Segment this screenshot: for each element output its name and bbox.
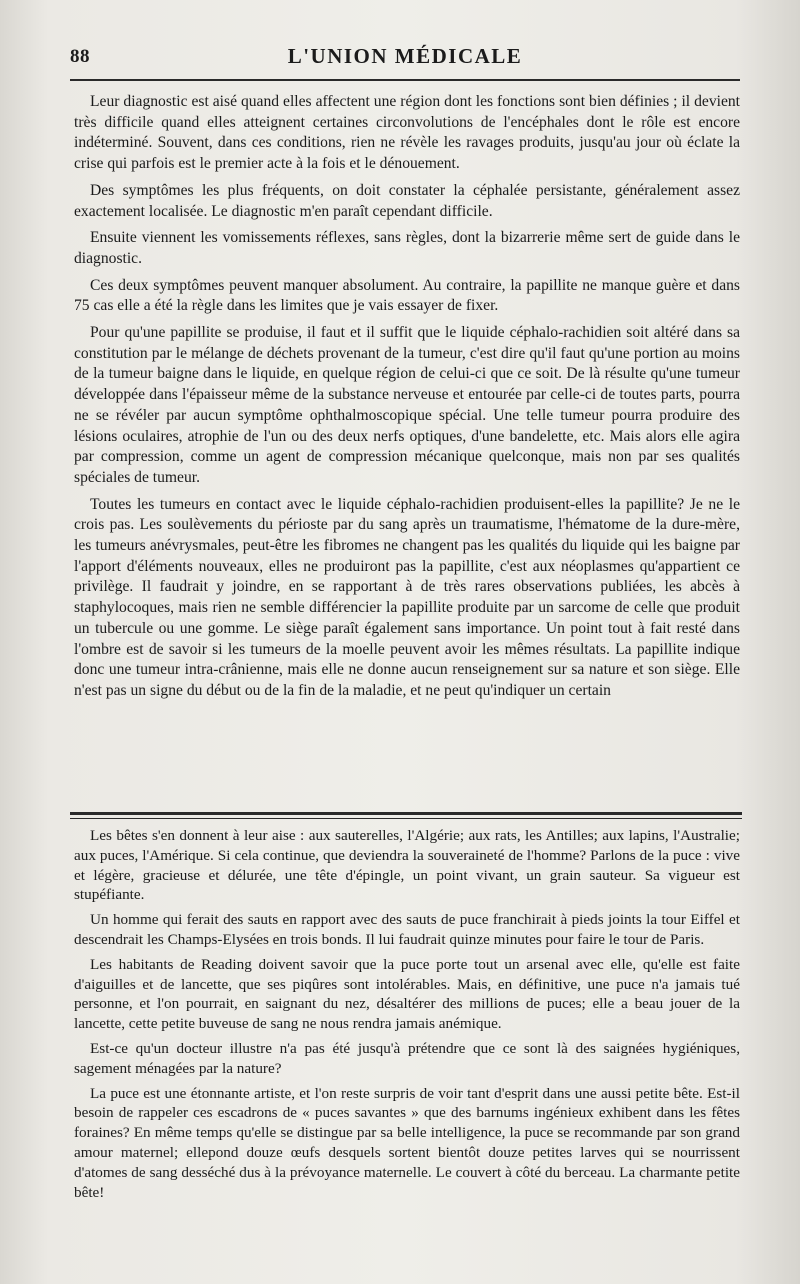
paragraph: La puce est une étonnante artiste, et l'on reste surpris de voir tant d'esprit dans une aussi petite bête. Est-il besoin de rappeler ces escadrons de « puces savantes » que des barnums ingénieux exhibent dans les fêtes foraines? En même temps qu'elle se distingue par sa belle intelligence, la puce se recommande par son grand amour maternel; ellepond douze œufs desquels sortent bientôt douze petites larves qui se nourrissent d'atomes de sang desséché dus à la prévoyance maternelle. Le couvert à côté du berceau. La charmante petite bête!: [74, 1084, 740, 1201]
paragraph: Ensuite viennent les vomissements réflexes, sans règles, dont la bizarrerie même sert de guide dans le diagnostic.: [74, 229, 740, 267]
paragraph: Ces deux symptômes peuvent manquer absolument. Au contraire, la papillite ne manque guère et dans 75 cas elle a été la règle dans les limites que je vais essayer de fixer.: [74, 276, 740, 315]
paragraph: Toutes les tumeurs en contact avec le liquide céphalo-rachidien produisent-elles la papillite? Je ne le crois pas. Les soulèvements du périoste par du sang après un traumatisme, l'hématome de la dure-mère, les tumeurs anévrysmales, peut-être les fibromes ne changent pas les qualités du liquide qui les baigne par l'apport d'éléments nouveaux, elles ne produiront pas la papillite, c'est aux néoplasmes qu'appartient ce privilège. Il faudrait y joindre, en se rapportant à de très rares observations publiées, les abcès à staphylocoques, mais rien ne semble différencier la papillite produite par un sarcome de celle que produit un tubercule ou une gomme. Le siège paraît également sans importance. Un point tout à fait resté dans l'ombre est de savoir si les tumeurs de la moelle peuvent avoir les mêmes résultats. La papillite indique donc une tumeur intra-crânienne, mais elle ne donne aucun renseignement sur sa nature et son siège. Elle n'est pas un signe du début ou de la fin de la maladie, et ne peut qu'indiquer un certain: [74, 495, 740, 699]
paragraph: Pour qu'une papillite se produise, il faut et il suffit que le liquide céphalo-rachidien soit altéré dans sa constitution par le mélange de déchets provenant de la tumeur, c'est dire qu'il faut qu'une portion au moins de la tumeur baigne dans le liquide, en quelque région de celui-ci que ce soit. De là résulte qu'une tumeur développée dans l'épaisseur même de la substance nerveuse et entourée par celle-ci de toutes parts, pourra ne se révéler par aucun symptôme ophthalmoscopique spécial. Une telle tumeur pourra produire des lésions oculaires, atrophie de l'un ou des deux nerfs optiques, d'une bandelette, etc. Mais alors elle agira par compression, comme un agent de compression mécanique quelconque, mais non par ses qualités spéciales de tumeur.: [74, 324, 740, 486]
main-article: [74, 92, 740, 708]
page-number: 88: [70, 46, 90, 67]
paragraph: Les habitants de Reading doivent savoir que la puce porte tout un arsenal avec elle, qu'elle est faite d'aiguilles et de lancette, que ses piqûres sont intolérables. Mais, en définitive, une puce n'a jamais tué personne, et l'on pourrait, en saignant du nez, désaltérer des millions de puces; elle a beau jouer de la lancette, cette petite buveuse de sang ne nous rendra jamais anémique.: [74, 955, 740, 1033]
paragraph: Leur diagnostic est aisé quand elles affectent une région dont les fonctions sont bien définies ; il devient très difficile quand elles atteignent certaines circonvolutions de l'encéphales dont le rôle est encore indéterminé. Souvent, dans ces conditions, rien ne révèle les ravages produits, jusqu'au jour où éclate la crise qui parfois est le premier acte à la fois et le dénouement.: [74, 93, 740, 173]
header-rule: [70, 79, 740, 81]
running-title: L'UNION MÉDICALE: [287, 44, 523, 68]
paragraph: Les bêtes s'en donnent à leur aise : aux sauterelles, l'Algérie; aux rats, les Antilles; aux lapins, l'Australie; aux puces, l'Amérique. Si cela continue, que deviendra la souveraineté de l'homme? Parlons de la puce : vive et légère, gracieuse et délurée, une tête d'épingle, un point vivant, un grain sauteur. Sa vigueur est stupéfiante.: [74, 827, 740, 904]
feuilleton-divider: [70, 812, 742, 815]
feuilleton-section: [74, 826, 740, 1207]
feuilleton-divider-thin: [70, 818, 742, 819]
paragraph: Est-ce qu'un docteur illustre n'a pas été jusqu'à prétendre que ce sont là des saignées hygiéniques, sagement ménagées par la nature?: [74, 1039, 740, 1077]
paragraph: Un homme qui ferait des sauts en rapport avec des sauts de puce franchirait à pieds joints la tour Eiffel et descendrait les Champs-Elysées en trois bonds. Il lui faudrait quinze minutes pour faire le tour de Paris.: [74, 911, 740, 948]
paragraph: Des symptômes les plus fréquents, on doit constater la céphalée persistante, généralement assez exactement localisée. Le diagnostic m'en paraît cependant difficile.: [74, 181, 740, 220]
page-header: [70, 44, 740, 72]
